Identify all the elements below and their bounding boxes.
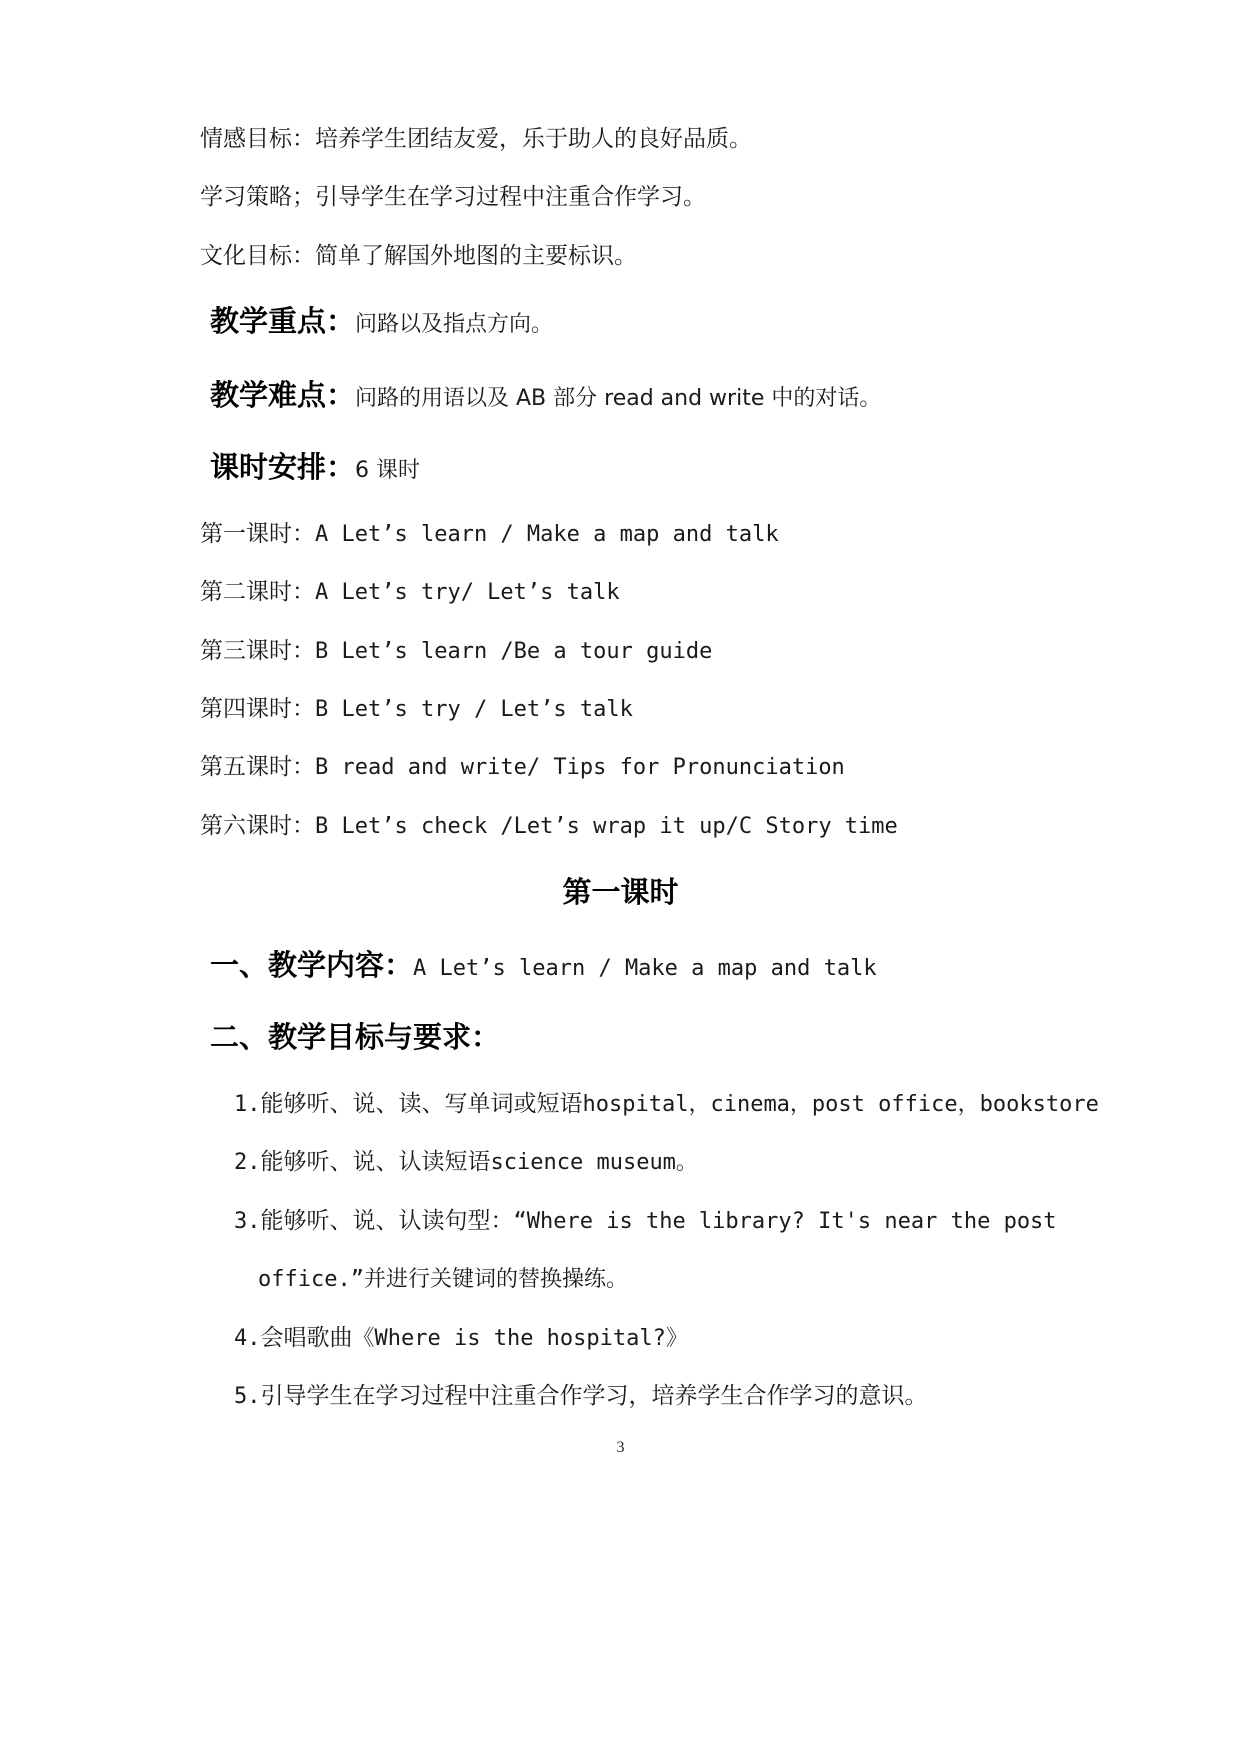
- key-point-label: 教学重点：: [210, 304, 356, 338]
- lesson-label: 第四课时：: [200, 696, 315, 722]
- objective-item: [234, 1385, 928, 1408]
- lesson-item: [200, 523, 779, 546]
- objective-number: 3.: [234, 1209, 261, 1234]
- objective-en: “Where is the library? It's near the post: [513, 1209, 1057, 1234]
- objective-number: 4.: [234, 1326, 261, 1351]
- objective-item: [234, 1151, 698, 1174]
- objective-continuation: [258, 1268, 628, 1291]
- page-number: 3: [616, 1439, 625, 1456]
- lesson-item: [200, 640, 712, 663]
- lesson-label: 第二课时：: [200, 579, 315, 605]
- objective-number: 5.: [234, 1384, 261, 1409]
- difficult-point-text: 问路的用语以及 AB 部分 read and write 中的对话。: [355, 386, 882, 411]
- objective-cn: 引导学生在学习过程中注重合作学习，培养学生合作学习的意识。: [260, 1383, 928, 1409]
- lesson-text: B Let’s try / Let’s talk: [315, 697, 633, 722]
- objectives-heading: [210, 1020, 501, 1054]
- difficult-point-line: [210, 378, 882, 412]
- lesson-label: 第六课时：: [200, 813, 315, 839]
- objective-en: hospital，cinema，post office，bookstore: [582, 1092, 1099, 1117]
- goal-label: 学习策略；: [200, 184, 315, 210]
- goal-text: 引导学生在学习过程中注重合作学习。: [315, 184, 706, 210]
- lesson-label: 第三课时：: [200, 638, 315, 664]
- culture-goal-line: [200, 245, 637, 268]
- objective-item: [234, 1210, 1057, 1233]
- teaching-content-line: [210, 948, 877, 982]
- objective-en: 《Where is the hospital?》: [352, 1326, 688, 1351]
- lesson-text: A Let’s learn / Make a map and talk: [315, 522, 779, 547]
- objective-en: science museum。: [490, 1150, 698, 1175]
- objective-number: 1.: [234, 1092, 261, 1117]
- objective-item: [234, 1327, 688, 1350]
- difficult-point-label: 教学难点：: [210, 378, 356, 412]
- objective-cn: 能够听、说、读、写单词或短语: [260, 1091, 583, 1117]
- goal-label: 文化目标：: [200, 243, 315, 269]
- emotional-goal-line: [200, 128, 752, 151]
- lesson-item: [200, 815, 898, 838]
- goal-text: 培养学生团结友爱，乐于助人的良好品质。: [315, 126, 752, 152]
- schedule-label: 课时安排：: [210, 450, 356, 484]
- objective-cn: 会唱歌曲: [260, 1325, 353, 1351]
- objective-cn: 能够听、说、认读短语: [260, 1149, 491, 1175]
- lesson-item: [200, 698, 633, 721]
- lesson-text: B Let’s learn /Be a tour guide: [315, 639, 713, 664]
- lesson-text: B read and write/ Tips for Pronunciation: [315, 755, 845, 780]
- lesson-title: 第一课时: [562, 875, 679, 909]
- lesson-text: B Let’s check /Let’s wrap it up/C Story time: [315, 814, 898, 839]
- objective-cn: 能够听、说、认读句型：: [260, 1208, 514, 1234]
- objective-number: 2.: [234, 1150, 261, 1175]
- teaching-content-label: 一、教学内容：: [210, 948, 414, 982]
- teaching-content-text: A Let’s learn / Make a map and talk: [413, 956, 877, 981]
- lesson-label: 第五课时：: [200, 754, 315, 780]
- lesson-text: A Let’s try/ Let’s talk: [315, 580, 620, 605]
- key-point-text: 问路以及指点方向。: [355, 312, 554, 337]
- lesson-item: [200, 581, 620, 604]
- goal-label: 情感目标：: [200, 126, 315, 152]
- objective-item: [234, 1093, 1099, 1116]
- lesson-label: 第一课时：: [200, 521, 315, 547]
- schedule-text: 6 课时: [355, 458, 421, 483]
- key-point-line: [210, 304, 554, 338]
- schedule-line: [210, 450, 421, 484]
- goal-text: 简单了解国外地图的主要标识。: [315, 243, 637, 269]
- objectives-heading-label: 二、教学目标与要求：: [210, 1020, 501, 1054]
- lesson-item: [200, 756, 845, 779]
- learning-strategy-line: [200, 186, 706, 209]
- objective-en: office.”并进行关键词的替换操练。: [258, 1267, 628, 1292]
